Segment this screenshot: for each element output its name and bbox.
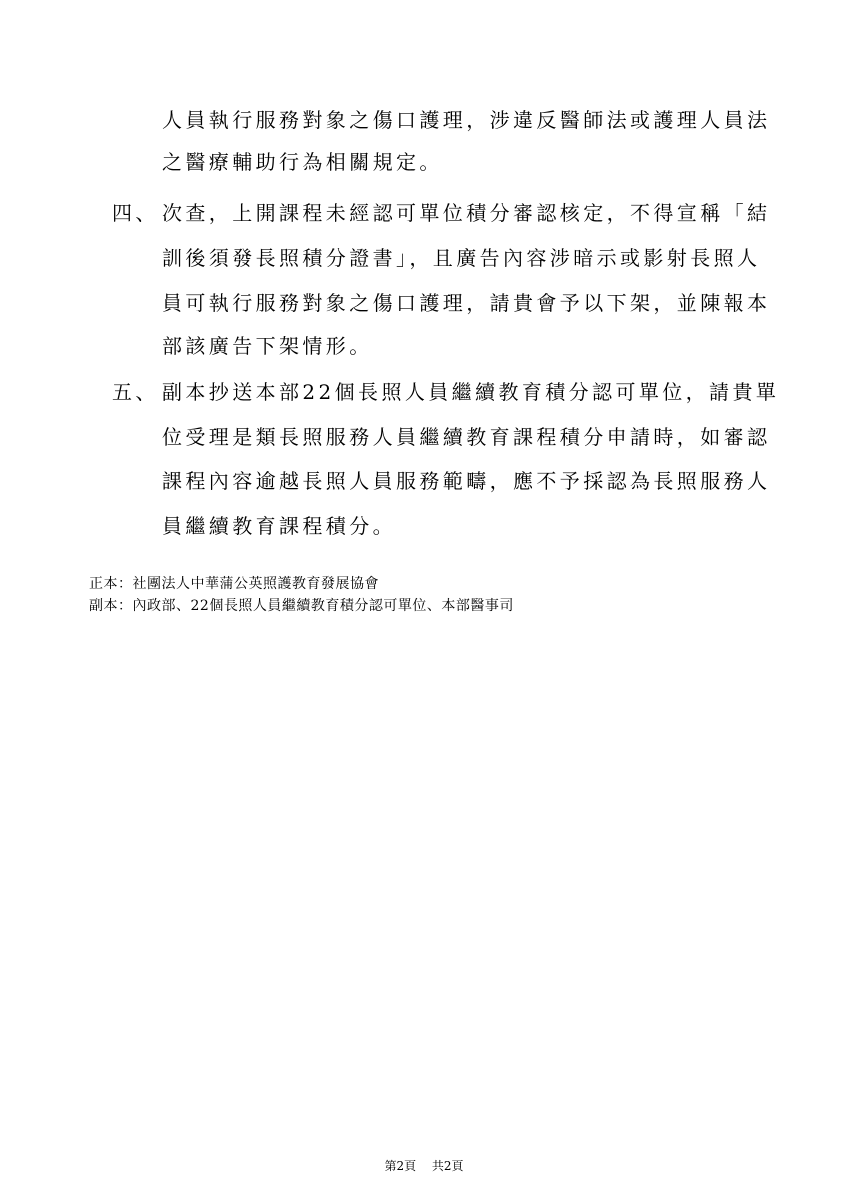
- page-number: 第2頁 共2頁: [384, 1159, 464, 1173]
- item-marker: 五、: [112, 380, 159, 404]
- paragraph-line: 員繼續教育課程積分。: [162, 514, 396, 538]
- paragraph-line: 人員執行服務對象之傷口護理，涉違反醫師法或護理人員法: [162, 108, 771, 132]
- paragraph-line: 員可執行服務對象之傷口護理，請貴會予以下架，並陳報本: [162, 291, 771, 315]
- paragraph-line: 課程內容逾越長照人員服務範疇，應不予採認為長照服務人: [162, 469, 771, 493]
- paragraph-line: 訓後須發長照積分證書」，且廣告內容涉暗示或影射長照人: [162, 246, 761, 270]
- paragraph-line: 位受理是類長照服務人員繼續教育課程積分申請時，如審認: [162, 425, 771, 449]
- copy-recipients: 副本：內政部、22個長照人員繼續教育積分認可單位、本部醫事司: [89, 598, 514, 614]
- item-marker: 四、: [112, 201, 159, 225]
- paragraph-line: 部該廣告下架情形。: [162, 334, 373, 358]
- paragraph-line: 次查，上開課程未經認可單位積分審認核定，不得宣稱「結: [162, 201, 771, 225]
- paragraph-line: 副本抄送本部22個長照人員繼續教育積分認可單位，請貴單: [162, 380, 780, 404]
- main-recipient: 正本：社團法人中華蒲公英照護教育發展協會: [89, 576, 379, 592]
- paragraph-line: 之醫療輔助行為相關規定。: [162, 150, 443, 174]
